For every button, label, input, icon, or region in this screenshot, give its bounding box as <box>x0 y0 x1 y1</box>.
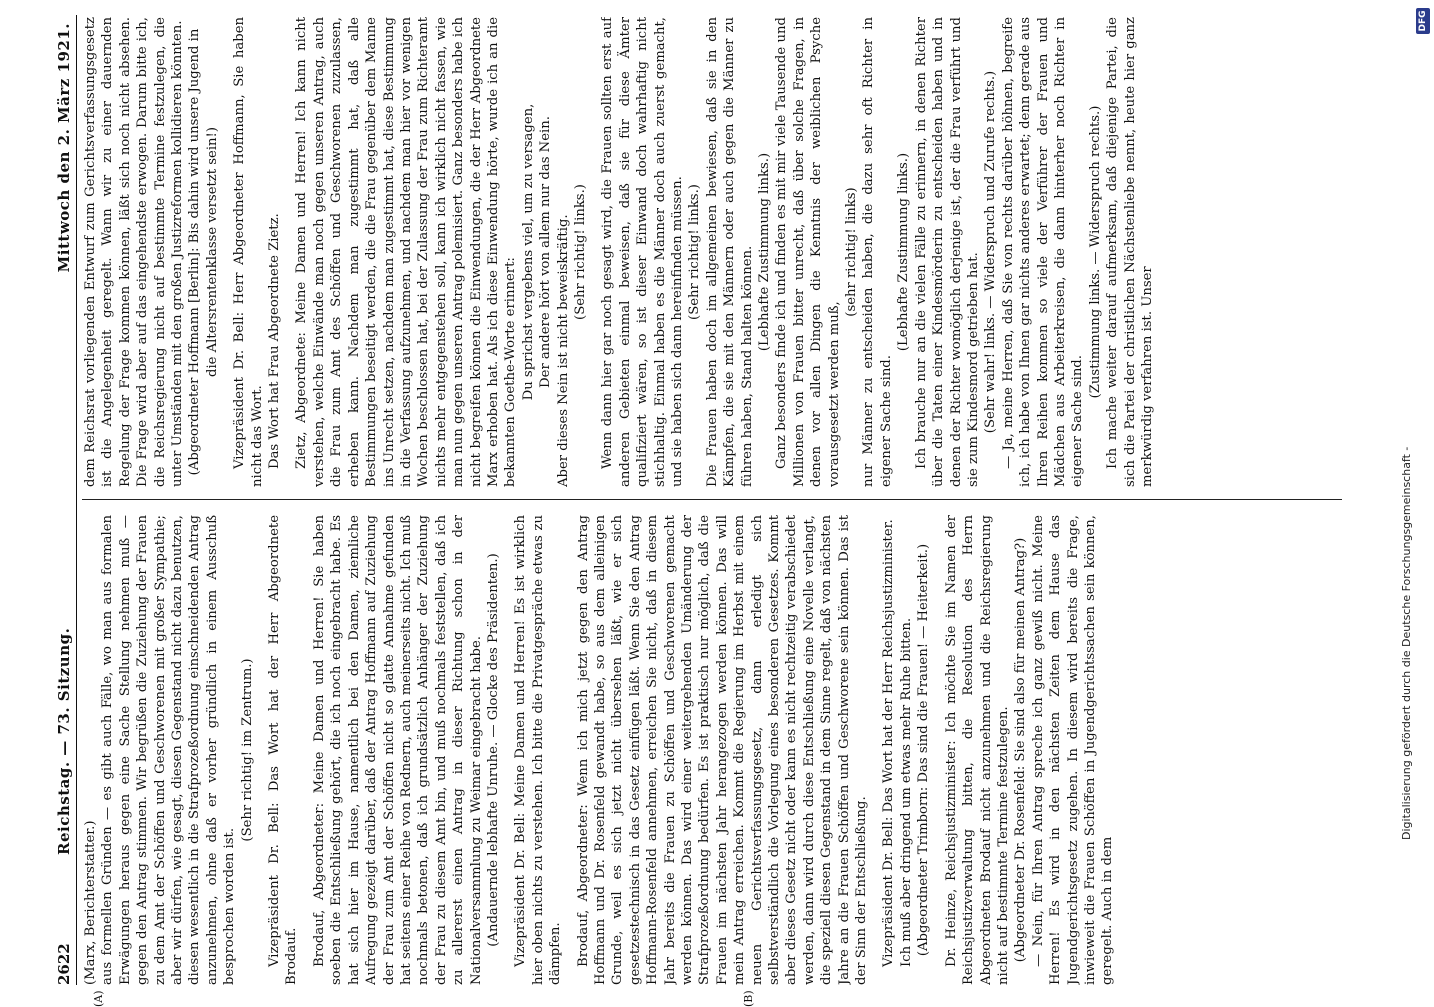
right-column-paragraph: — Ja, meine Herren, daß Sie von rechts darüber höhnen, begreife ich, ich habe von Ihnen gar nichts anderes erwartet; denn gerade aus Ihren Reihen kommen so viele der Verführer der Frauen und Mädchen aus Arbeiterkreisen, die dann hinterher noch Richter in eigener Sache sind. <box>1000 17 1086 487</box>
right-column-paragraph: Der andere hört von allem nur das Nein. <box>538 116 554 388</box>
margin-marker-a: (A) <box>92 990 105 1007</box>
right-column-paragraph: Das Wort hat Frau Abgeordnete Zietz. <box>267 213 283 469</box>
digitization-notice <box>1400 40 1432 840</box>
rotated-page <box>52 15 1357 1007</box>
right-column-paragraph: (Zustimmung links. — Widerspruch rechts.) <box>1087 105 1103 399</box>
dfg-logo <box>1416 8 1430 34</box>
left-column-paragraph: (Abgeordneter Dr. Rosenfeld: Sie sind also für meinen Antrag?) <box>1013 537 1029 963</box>
session-date: Mittwoch den 2. März 1921. <box>55 23 73 273</box>
right-column-paragraph: nur Männer zu entscheiden haben, die dazu sehr oft Richter in eigener Sache sind. <box>861 17 894 487</box>
left-column-paragraph: (Sehr richtig! im Zentrum.) <box>239 658 255 842</box>
left-column-paragraph: Brodauf, Abgeordneter: Wenn ich mich jetzt gegen den Antrag Hoffmann und Dr. Rosenfeld gewandt habe, so aus dem alleinigen Grunde, weil es sich jetzt nicht übersehen läßt, wie er sich gesetzestechnisch in das Gesetz einfügen läßt. Wenn Sie den Antrag Hoffmann-Rosenfeld annehmen, erreichen Sie nicht, daß in diesem Jahr bereits die Frauen zu Schöffen und Geschworenen gemacht werden können. Das wird einer weitergehenden Umänderung der Strafprozeßordnung bedürfen. Es ist praktisch nur möglich, daß die Frauen im nächsten Jahr herangezogen werden können. Das will mein Antrag erreichen. Kommt die Regierung im Herbst mit einem neuen Gerichtsverfassungsgesetz, dann erledigt sich selbstverständlich die Vorlegung eines besonderen Gesetzes. Kommt aber dieses Gesetz nicht oder kann es nicht rechtzeitig verabschiedet werden, dann wird durch diese Entschließung eine Novelle verlangt, die speziell diesen Gegenstand in dem Sinne regelt, daß von nächsten Jahre an die Frauen Schöffen und Geschworene sein können. Das ist der Sinn der Entschließung. <box>575 515 870 985</box>
right-column-paragraph: (Sehr richtig! links.) <box>687 184 703 320</box>
left-column-paragraph: — Nein, für Ihren Antrag spreche ich ganz gewiß nicht. Meine Herren! Es wird in den nächsten Zeiten dem Hause das Jugendgerichtsgesetz zugehen. In diesem wird bereits die Frage, inwieweit die Frauen Schöffen in Jugendgerichtssachen sein können, geregelt. Auch in dem <box>1030 515 1116 985</box>
right-column-paragraph: Du sprichst vergebens viel, um zu versagen, <box>520 103 536 401</box>
right-column-paragraph: (sehr richtig! links) <box>844 187 860 317</box>
page-number: 2622 <box>55 943 73 985</box>
page-header <box>52 15 77 985</box>
right-column-paragraph: (Abgeordneter Hoffmann [Berlin]: Bis dahin wird unsere Jugend in die Altersrentenklasse versetzt sein!) <box>187 28 220 476</box>
right-column-paragraph: (Sehr richtig! links.) <box>572 184 588 320</box>
right-column-paragraph: Ich brauche nur an die vielen Fälle zu erinnern, in denen Richter über die Taten einer Kindesmörderin zu entscheiden haben und in denen der Richter womöglich derjenige ist, der die Frau verführt und sie zum Kindesmord getrieben hat. <box>913 17 981 487</box>
left-column-paragraph: (Andauernde lebhafte Unruhe. — Glocke des Präsidenten.) <box>485 553 501 947</box>
right-column-paragraph: Die Frauen haben doch im allgemeinen bewiesen, daß sie in den Kämpfen, die sie mit den Männern oder auch gegen die Männer zu führen haben, Stand halten können. <box>704 17 755 487</box>
right-column-paragraph: Wenn dann hier gar noch gesagt wird, die Frauen sollten erst auf anderen Gebieten einmal beweisen, daß sie für diese Ämter qualifiziert wären, so ist dieser Einwand doch wahrhaftig nicht stichhaltig. Einmal haben es die Männer doch auch zuerst gemacht, und sie haben sich dann hereinfinden müssen. <box>600 17 685 487</box>
left-column-paragraph: Brodauf, Abgeordneter: Meine Damen und Herren! Sie haben soeben die Entschließung gehört, die ich noch eingebracht habe. Es hat sich hier im Hause, namentlich bei den Damen, ziemliche Aufregung gezeigt darüber, daß der Antrag Hoffmann auf Zuziehung der Frau zum Amt der Schöffen nicht so glatte Annahme gefunden hat seitens einer Reihe von Rednern, auch meinerseits nicht. Ich muß nochmals betonen, daß ich grundsätzlich Anhänger der Zuziehung der Frau zu diesem Amt bin, und muß nochmals feststellen, daß ich zu allererst einen Antrag in dieser Richtung schon in der Nationalversammlung zu Weimar eingebracht habe. <box>311 515 484 985</box>
right-column-paragraph: (Lebhafte Zustimmung links.) <box>896 152 912 352</box>
right-column-paragraph: (Sehr wahr! links. — Widerspruch und Zurufe rechts.) <box>983 70 999 434</box>
left-column-paragraph: Vizepräsident Dr. Bell: Das Wort hat der Herr Abgeordnete Brodauf. <box>267 515 300 985</box>
running-title: Reichstag. — 73. Sitzung. <box>55 627 73 855</box>
right-column-paragraph: dem Reichsrat vorliegenden Entwurf zum Gerichtsverfassungsgesetz ist die Angelegenheit geregelt. Wann wir zu einer dauernden Regelung der Frage kommen können, läßt sich noch nicht absehen. Die Frage wird aber auf das eingehendste erwogen. Darum bitte ich, die Reichsregierung nicht auf bestimmte Termine festzulegen, die unter Umständen mit den großen Justizreformen kollidieren könnten. <box>83 17 186 487</box>
digitization-notice-text: Digitalisierung gefördert durch die Deutsche Forschungsgemeinschaft - <box>1400 446 1413 840</box>
right-column-paragraph: Zietz, Abgeordnete: Meine Damen und Herren! Ich kann nicht verstehen, welche Einwände man noch gegen unseren Antrag, auch die Frau zum Amt des Schöffen und Geschworenen zuzulassen, erheben kann. Nachdem man zugestimmt hat, daß alle Bestimmungen beseitigt werden, die die Frau gegenüber dem Manne ins Unrecht setzen, nachdem man zugestimmt hat, diese Bestimmung in die Verfassung aufzunehmen, und nachdem man hier vor wenigen Wochen beschlossen hat, bei der Zulassung der Frau zum Richteramt nichts mehr entgegenstehen soll, kann ich wirklich nicht fassen, wie man nun gegen unseren Antrag polemisiert. Ganz besonders habe ich nicht begreifen können die Einwendungen, die der Herr Abgeordnete Marx erhoben hat. Als ich diese Einwendung hörte, wurde ich an die bekannten Goethe-Worte erinnert: <box>294 17 519 487</box>
left-column-paragraph: (Marx, Berichterstatter.) <box>83 820 98 985</box>
right-column <box>82 17 1352 487</box>
right-column-paragraph: Aber dieses Nein ist nicht beweiskräftig. <box>555 214 571 487</box>
left-column <box>82 515 1352 985</box>
right-column-paragraph: Ich mache weiter darauf aufmerksam, daß diejenige Partei, die sich die Partei der christlichen Nächstenliebe nennt, heute hier ganz merkwürdig verfahren ist. Unser <box>1105 17 1155 487</box>
left-column-paragraph: Vizepräsident Dr. Bell: Das Wort hat der Herr Reichsjustizminister. <box>881 519 897 967</box>
left-column-paragraph: (Abgeordneter Trimborn: Das sind die Frauen! — Heiterkeit.) <box>916 543 932 957</box>
left-column-paragraph: Ich muß aber dringend um etwas mehr Ruhe bitten. <box>898 617 914 967</box>
right-column-paragraph: Ganz besonders finde ich und finden es mit mir viele Tausende und Millionen von Frauen bitter unrecht, daß über solche Fragen, in denen vor allen Dingen die Kenntnis der weiblichen Psyche vorausgesetzt werden muß, <box>774 17 842 487</box>
left-column-paragraph: aus formellen Gründen — es gibt auch Fälle, wo man aus formalen Erwägungen heraus gegen eine Sache Stellung nehmen muß — gegen den Antrag stimmen. Wir begrüßen die Zuziehung der Frauen zu dem Amt der Schöffen und Geschworenen mit großer Sympathie; aber wir dürfen, wie gesagt, diesen Gegenstand nicht dazu benutzen, diesen wesentlich in die Strafprozeßordnung einschneidenden Antrag anzunehmen, ohne daß er vorher gründlich in einem Ausschuß besprochen worden ist. <box>100 515 238 985</box>
dfg-logo-text: DFG <box>1418 10 1428 32</box>
right-column-paragraph: Vizepräsident Dr. Bell: Herr Abgeordneter Hoffmann, Sie haben nicht das Wort. <box>232 17 265 487</box>
column-divider <box>82 499 1342 500</box>
left-column-paragraph: Vizepräsident Dr. Bell: Meine Damen und Herren! Es ist wirklich hier oben nichts zu verstehen. Ich bitte die Privatgespräche etwas zu dämpfen. <box>513 515 564 985</box>
margin-marker-b: (B) <box>742 990 755 1007</box>
right-column-paragraph: (Lebhafte Zustimmung links.) <box>757 152 773 352</box>
left-column-paragraph: Dr. Heinze, Reichsjustizminister: Ich möchte Sie im Namen der Reichsjustizverwaltung bitten, die Resolution des Herrn Abgeordneten Brodauf nicht anzunehmen und die Reichsregierung nicht auf bestimmte Termine festzulegen. <box>943 515 1011 985</box>
